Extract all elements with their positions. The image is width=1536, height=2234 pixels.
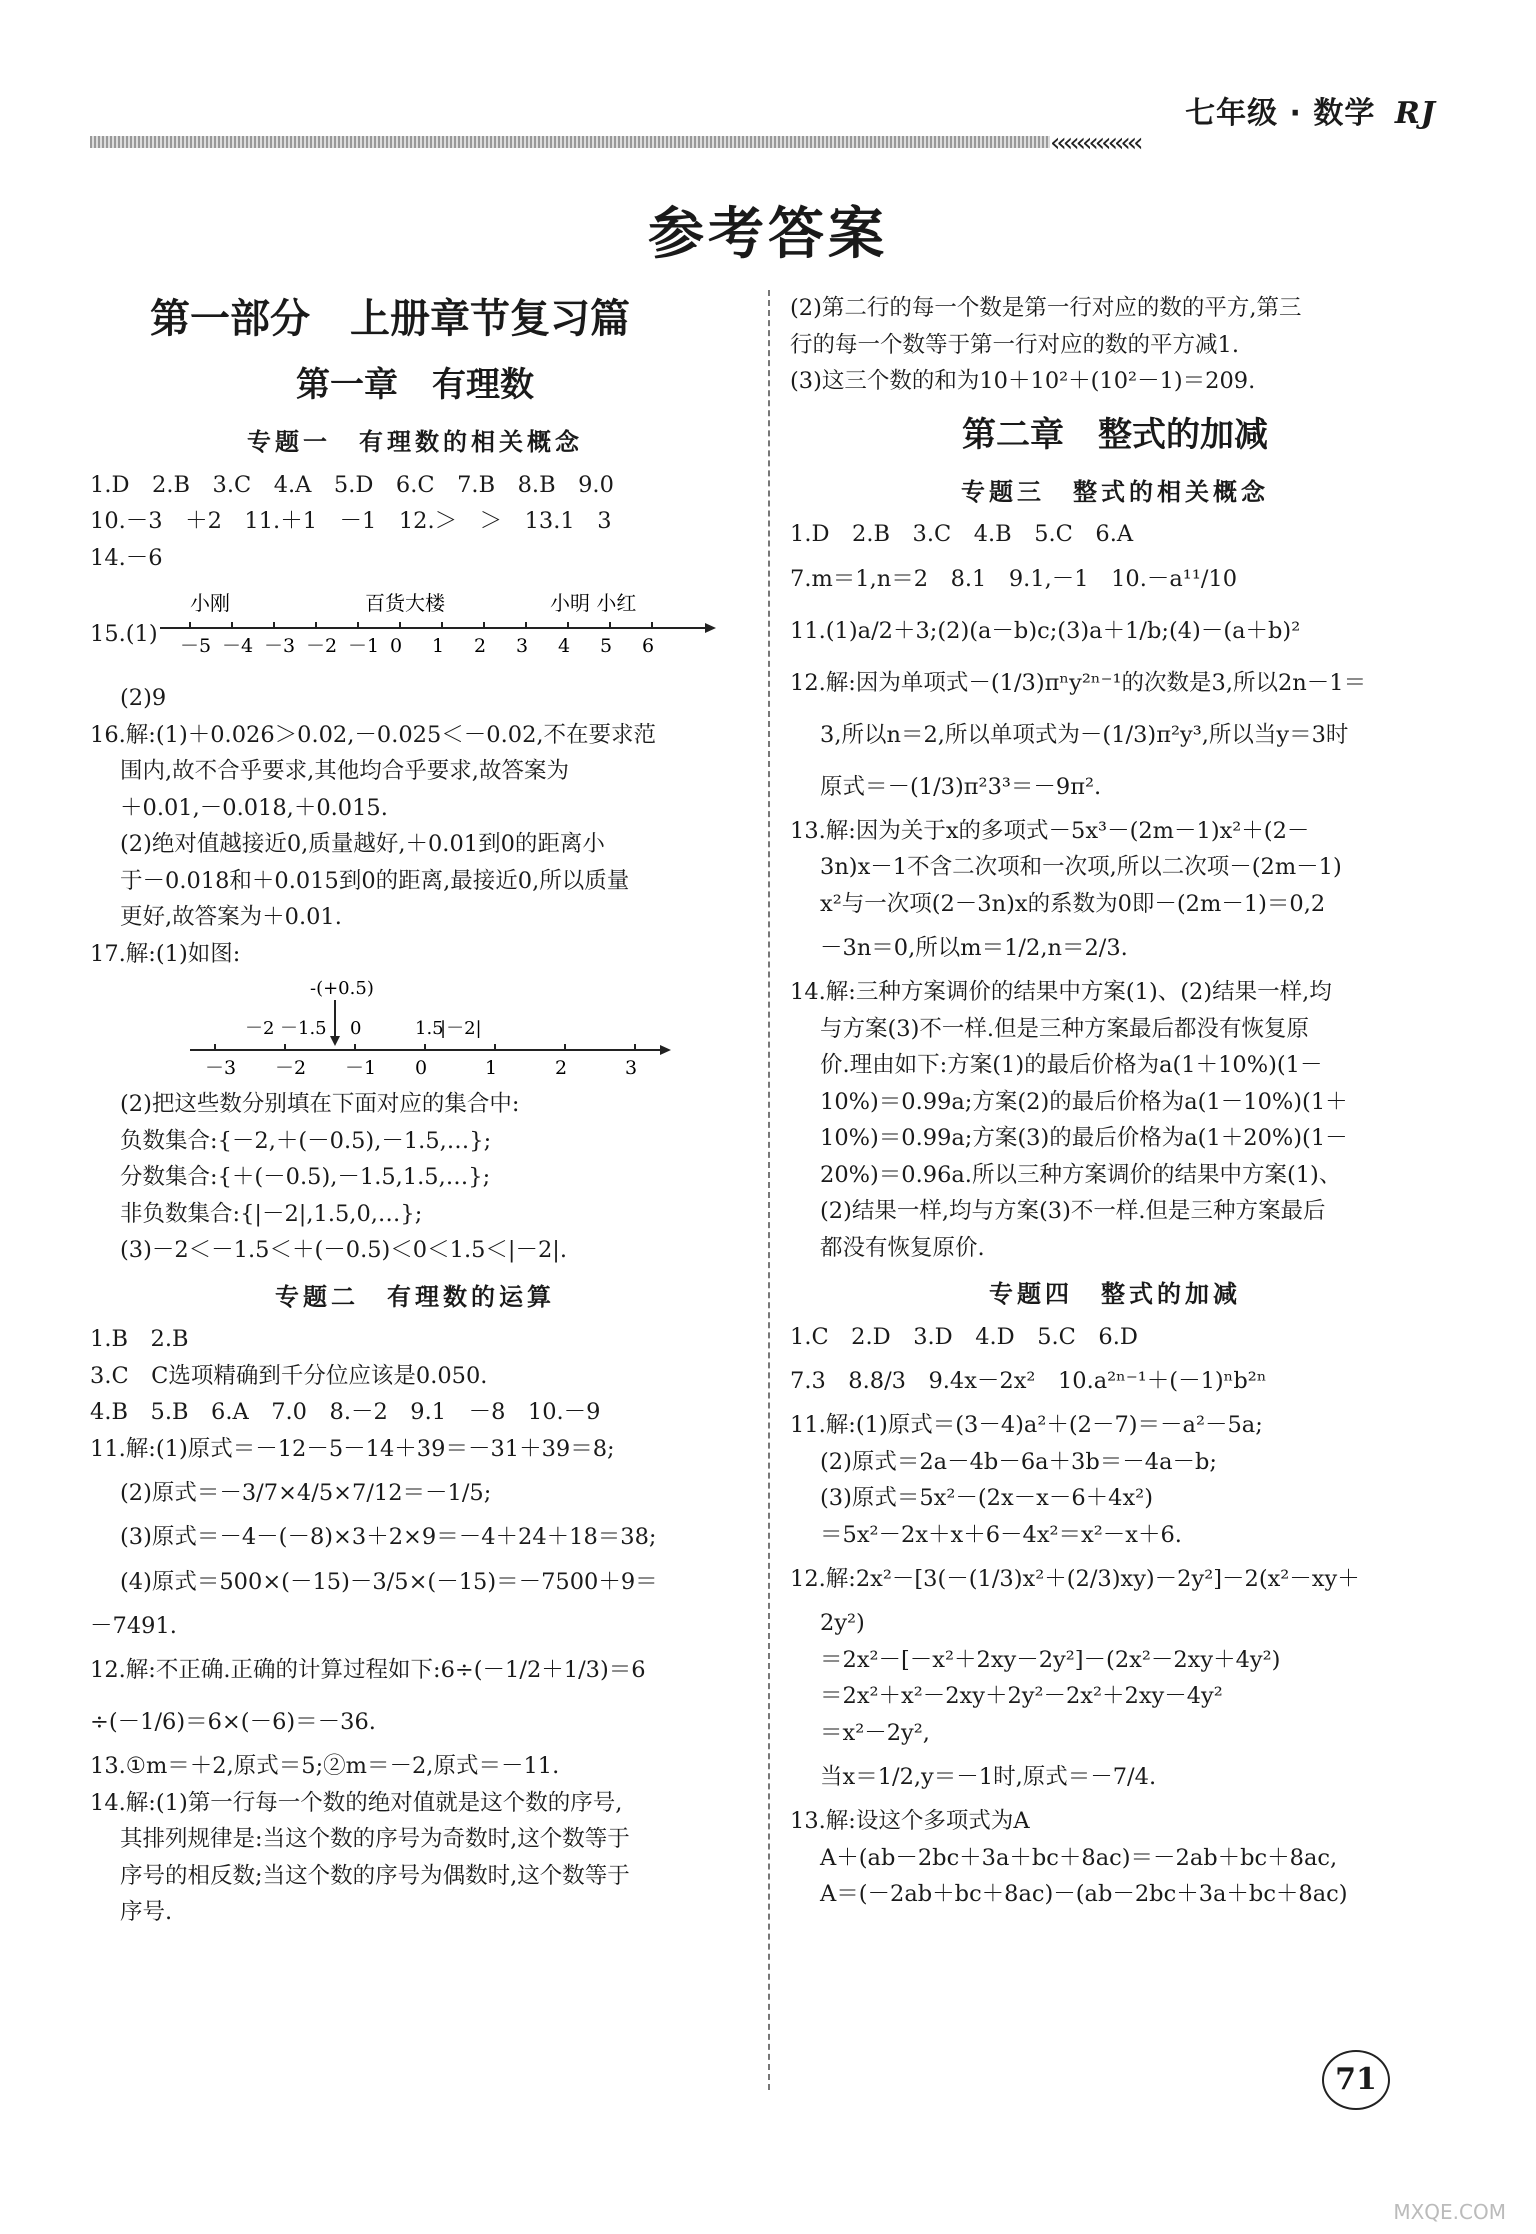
answer-line: (2)绝对值越接近0,质量越好,＋0.01到0的距离小 bbox=[120, 831, 605, 857]
answer-line: 14.－6 bbox=[90, 544, 163, 571]
nl2-top-label: －2 bbox=[245, 1018, 275, 1039]
nl2-top-label: 0 bbox=[350, 1018, 362, 1039]
number-line-1 bbox=[90, 580, 740, 676]
tick-label: －2 bbox=[275, 1057, 307, 1079]
answer-line: 于－0.018和＋0.015到0的距离,最接近0,所以质量 bbox=[120, 867, 630, 894]
header-grade: 七年级 · 数学 bbox=[1185, 96, 1376, 131]
answer-line: 12.解:不正确.正确的计算过程如下:6÷(－1/2＋1/3)＝6 bbox=[90, 1657, 646, 1683]
answer-line: (4)原式＝500×(－15)－3/5×(－15)＝－7500＋9＝ bbox=[120, 1568, 658, 1595]
answer-line: (2)原式＝2a－4b－6a＋3b＝－4a－b; bbox=[820, 1448, 1217, 1475]
tick-label: －2 bbox=[306, 635, 338, 657]
answer-line: (2)把这些数分别填在下面对应的集合中: bbox=[120, 1091, 520, 1117]
tick-label: 5 bbox=[600, 635, 613, 657]
nl2-top-label: －1.5 bbox=[280, 1018, 327, 1039]
answer-line: 1.B 2.B bbox=[90, 1326, 189, 1352]
answer-line: 14.解:(1)第一行每一个数的绝对值就是这个数的序号, bbox=[90, 1789, 623, 1816]
answer-line: 1.D 2.B 3.C 4.A 5.D 6.C 7.B 8.B 9.0 bbox=[90, 471, 614, 498]
nl2-top-label: |－2| bbox=[440, 1018, 482, 1039]
answer-line: 更好,故答案为＋0.01. bbox=[120, 904, 342, 930]
chapter-heading-1: 第一章 有理数 bbox=[296, 365, 534, 405]
tick-label: 3 bbox=[625, 1057, 638, 1079]
answer-line: 16.解:(1)＋0.026＞0.02,－0.025＜－0.02,不在要求范 bbox=[90, 721, 657, 748]
answer-line: 都没有恢复原价. bbox=[820, 1234, 985, 1261]
answer-line: 负数集合:{－2,＋(－0.5),－1.5,…}; bbox=[120, 1127, 492, 1154]
topic-heading-2: 专题二 有理数的运算 bbox=[275, 1282, 555, 1311]
answer-line: 与方案(3)不一样.但是三种方案最后都没有恢复原 bbox=[820, 1015, 1310, 1042]
answer-line: 其排列规律是:当这个数的序号为奇数时,这个数等于 bbox=[120, 1826, 630, 1852]
answer-line: 11.解:(1)原式＝(3－4)a²＋(2－7)＝－a²－5a; bbox=[790, 1412, 1263, 1438]
answer-line: 1.D 2.B 3.C 4.B 5.C 6.A bbox=[790, 521, 1134, 547]
answer-line: 3.C C选项精确到千分位应该是0.050. bbox=[90, 1362, 488, 1389]
number-line-1-svg bbox=[160, 580, 720, 676]
nl2-top-label: 1.5 bbox=[415, 1018, 444, 1039]
nl1-label: 小刚 bbox=[190, 591, 230, 615]
answer-line: (3)原式＝5x²－(2x－x－6＋4x²) bbox=[820, 1485, 1153, 1511]
answer-line: 13.①m＝＋2,原式＝5;②m＝－2,原式＝－11. bbox=[90, 1753, 560, 1779]
nl1-label: 百货大楼 bbox=[365, 591, 445, 615]
answer-line: ÷(－1/6)＝6×(－6)＝－36. bbox=[90, 1709, 376, 1735]
answer-line: 当x＝1/2,y＝－1时,原式＝－7/4. bbox=[820, 1764, 1157, 1790]
answer-line: ＝5x²－2x＋x＋6－4x²＝x²－x＋6. bbox=[820, 1521, 1182, 1548]
number-line-2-svg bbox=[190, 976, 750, 1082]
answer-line: 15.(1) bbox=[90, 621, 158, 647]
tick-label: －5 bbox=[180, 635, 212, 657]
answer-line: (3)原式＝－4－(－8)×3＋2×9＝－4＋24＋18＝38; bbox=[120, 1524, 657, 1550]
part-heading: 第一部分 上册章节复习篇 bbox=[150, 296, 630, 342]
answer-line: 12.解:2x²－[3(－(1/3)x²＋(2/3)xy)－2y²]－2(x²－xy＋ bbox=[790, 1566, 1360, 1592]
answer-line: 序号的相反数;当这个数的序号为偶数时,这个数等于 bbox=[120, 1862, 630, 1889]
tick-label: －1 bbox=[345, 1057, 377, 1079]
answer-line: x²与一次项(2－3n)x的系数为0即－(2m－1)＝0,2 bbox=[820, 890, 1326, 917]
answer-line: 7.m＝1,n＝2 8.1 9.1,－1 10.－a¹¹/10 bbox=[790, 565, 1238, 592]
answer-line: 原式＝－(1/3)π²3³＝－9π². bbox=[820, 773, 1102, 800]
answer-line: 3,所以n＝2,所以单项式为－(1/3)π²y³,所以当y＝3时 bbox=[820, 721, 1349, 748]
answer-line: 11.(1)a/2＋3;(2)(a－b)c;(3)a＋1/b;(4)－(a＋b)² bbox=[790, 617, 1301, 644]
answer-line: 围内,故不合乎要求,其他均合乎要求,故答案为 bbox=[120, 758, 569, 784]
answer-line: 11.解:(1)原式＝－12－5－14＋39＝－31＋39＝8; bbox=[90, 1435, 615, 1462]
answer-line: 行的每一个数等于第一行对应的数的平方减1. bbox=[790, 331, 1239, 358]
answer-line: ＝x²－2y², bbox=[820, 1719, 930, 1746]
header-edition: RJ bbox=[1394, 96, 1436, 131]
tick-label: 0 bbox=[415, 1057, 428, 1079]
answer-line: 13.解:因为关于x的多项式－5x³－(2m－1)x²＋(2－ bbox=[790, 817, 1310, 844]
answer-line: 分数集合:{＋(－0.5),－1.5,1.5,…}; bbox=[120, 1164, 491, 1190]
tick-label: 0 bbox=[390, 635, 403, 657]
answer-line: 13.解:设这个多项式为A bbox=[790, 1808, 1030, 1834]
tick-label: －3 bbox=[205, 1057, 237, 1079]
answer-line: 2y²) bbox=[820, 1610, 865, 1636]
answer-line: 7.3 8.8/3 9.4x－2x² 10.a²ⁿ⁻¹＋(－1)ⁿb²ⁿ bbox=[790, 1368, 1267, 1394]
answer-line: 17.解:(1)如图: bbox=[90, 940, 241, 967]
tick-label: －1 bbox=[348, 635, 380, 657]
answer-line: ＋0.01,－0.018,＋0.015. bbox=[120, 794, 388, 821]
answer-line: A＋(ab－2bc＋3a＋bc＋8ac)＝－2ab＋bc＋8ac, bbox=[820, 1844, 1338, 1871]
tick-label: 4 bbox=[558, 635, 571, 657]
left-column bbox=[90, 290, 740, 1931]
nl1-label: 小明 小红 bbox=[550, 591, 637, 615]
answer-line: (3)这三个数的和为10＋10²＋(10²－1)＝209. bbox=[790, 368, 1256, 394]
tick-label: 2 bbox=[555, 1057, 568, 1079]
page-title: 参考答案 bbox=[648, 202, 888, 267]
tick-label: －4 bbox=[222, 635, 254, 657]
answer-line: 4.B 5.B 6.A 7.0 8.－2 9.1 －8 10.－9 bbox=[90, 1399, 601, 1425]
answer-line: 3n)x－1不含二次项和一次项,所以二次项－(2m－1) bbox=[820, 854, 1342, 880]
tick-label: 1 bbox=[432, 635, 445, 657]
answer-line: 序号. bbox=[120, 1899, 173, 1925]
answer-line: 20%)＝0.96a.所以三种方案调价的结果中方案(1)、 bbox=[820, 1161, 1342, 1188]
answer-line: (2)第二行的每一个数是第一行对应的数的平方,第三 bbox=[790, 295, 1302, 321]
answer-line: －7491. bbox=[90, 1612, 177, 1639]
answer-line: 14.解:三种方案调价的结果中方案(1)、(2)结果一样,均 bbox=[790, 979, 1332, 1005]
topic-heading-3: 专题三 整式的相关概念 bbox=[961, 477, 1269, 506]
answer-line: ＝2x²＋x²－2xy＋2y²－2x²＋2xy－4y² bbox=[820, 1683, 1223, 1709]
answer-line: 10.－3 ＋2 11.＋1 －1 12.＞ ＞ 13.1 3 bbox=[90, 508, 612, 534]
answer-line: (2)9 bbox=[120, 685, 167, 711]
tick-label: －3 bbox=[264, 635, 296, 657]
answer-line: 10%)＝0.99a;方案(2)的最后价格为a(1－10%)(1＋ bbox=[820, 1088, 1348, 1115]
tick-label: 2 bbox=[474, 635, 487, 657]
right-column bbox=[790, 290, 1440, 1913]
answer-line: 1.C 2.D 3.D 4.D 5.C 6.D bbox=[790, 1323, 1138, 1350]
nl2-top-label: -(+0.5) bbox=[310, 978, 374, 999]
page-number: 71 bbox=[1322, 2050, 1390, 2110]
tick-label: 3 bbox=[516, 635, 529, 657]
answer-line: 价.理由如下:方案(1)的最后价格为a(1＋10%)(1－ bbox=[820, 1052, 1323, 1078]
chevron-icon: ‹‹‹‹‹‹‹‹‹‹‹‹‹‹ bbox=[1050, 128, 1140, 158]
number-line-2 bbox=[90, 976, 740, 1082]
header-rule bbox=[90, 136, 1050, 148]
watermark: MXQE.COM bbox=[1393, 2200, 1506, 2224]
tick-label: 6 bbox=[642, 635, 655, 657]
header-title bbox=[1185, 88, 1436, 132]
column-divider bbox=[768, 290, 770, 2090]
answer-line: (3)－2＜－1.5＜＋(－0.5)＜0＜1.5＜|－2|. bbox=[120, 1237, 568, 1263]
answer-line: (2)结果一样,均与方案(3)不一样.但是三种方案最后 bbox=[820, 1198, 1326, 1224]
answer-line: ＝2x²－[－x²＋2xy－2y²]－(2x²－2xy＋4y²) bbox=[820, 1646, 1281, 1673]
chapter-heading-2: 第二章 整式的加减 bbox=[962, 414, 1268, 455]
answer-line: (2)原式＝－3/7×4/5×7/12＝－1/5; bbox=[120, 1480, 492, 1506]
topic-heading-4: 专题四 整式的加减 bbox=[989, 1280, 1241, 1308]
page-header bbox=[0, 0, 1536, 170]
answer-line: A＝(－2ab＋bc＋8ac)－(ab－2bc＋3a＋bc＋8ac) bbox=[820, 1881, 1348, 1907]
topic-heading-1: 专题一 有理数的相关概念 bbox=[247, 428, 583, 456]
tick-label: 1 bbox=[485, 1057, 498, 1079]
answer-line: －3n＝0,所以m＝1/2,n＝2/3. bbox=[820, 935, 1128, 961]
answer-line: 非负数集合:{|－2|,1.5,0,…}; bbox=[120, 1200, 423, 1227]
answer-line: 12.解:因为单项式－(1/3)πⁿy²ⁿ⁻¹的次数是3,所以2n－1＝ bbox=[790, 669, 1367, 696]
answer-line: 10%)＝0.99a;方案(3)的最后价格为a(1＋20%)(1－ bbox=[820, 1125, 1348, 1151]
